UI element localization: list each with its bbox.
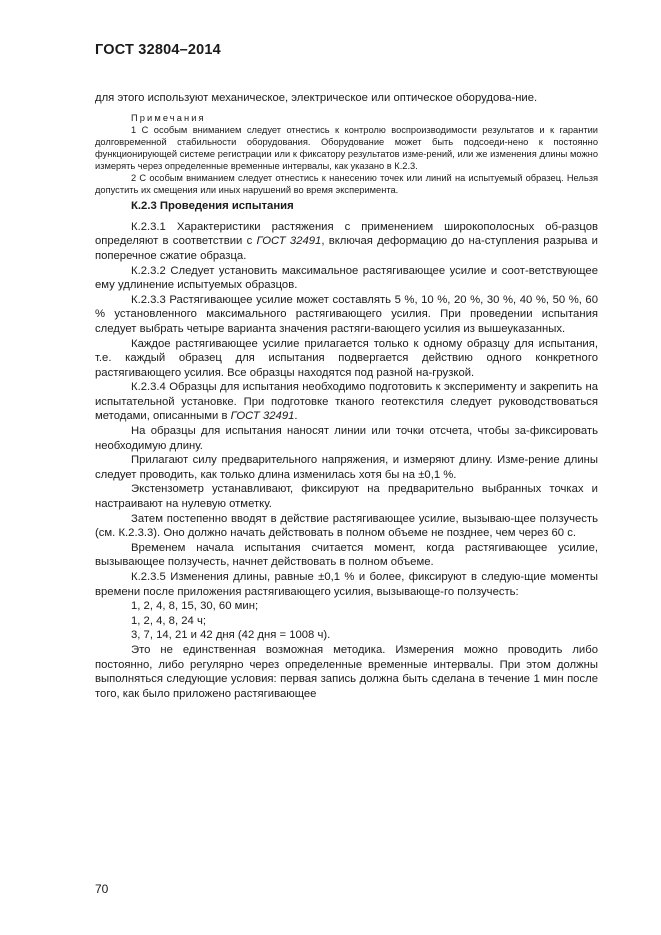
paragraph-load-per-sample: Каждое растягивающее усилие прилагается только к одному образцу для испытания, т.е. каждый образец для испытания подвергается действию одного конкретного растягивающего усилия. Все образцы находятся под разной на-грузкой.	[95, 337, 598, 379]
page-number: 70	[95, 882, 109, 896]
paragraph-test-start: Временем начала испытания считается момент, когда растягивающее усилие, вызывающее ползучесть, начнет действовать в полном объеме.	[95, 541, 598, 569]
list-item: 1, 2, 4, 8, 24 ч;	[131, 614, 206, 627]
paragraph-k2-3-4	[95, 380, 598, 424]
text-span: К.2.3.1 Характеристики растяжения с применением широкополосных об-разцов определяют в соответствии с	[95, 220, 598, 248]
intro-paragraph: для этого используют механическое, электрическое или оптическое оборудова-ние.	[95, 92, 538, 104]
paragraph-k2-3-1	[95, 220, 598, 264]
paragraph-reference-lines: На образцы для испытания наносят линии или точки отсчета, чтобы за-фиксировать необходимую длину.	[95, 425, 598, 452]
list-item: 3, 7, 14, 21 и 42 дня (42 дня = 1008 ч).	[131, 629, 331, 642]
notes-title: Примечания	[131, 112, 206, 123]
text-span: .	[294, 410, 298, 423]
section-heading: К.2.3 Проведения испытания	[131, 200, 294, 213]
note-item-1: 1 С особым вниманием следует отнестись к контролю воспроизводимости результатов и к гарантии долговременной стабильности оборудования. Оборудование может быть подсоеди-нено к постоянно функционирующей системе регистрации или к фиксатору результатов изме-рений, или же изменения длины можно измерять через определенные временные интервалы, как указано в К.2.3.	[95, 124, 598, 171]
notes-block	[95, 112, 598, 197]
paragraph-pretension: Прилагают силу предварительного напряжения, и измеряют длину. Изме-рение длины следует проводить, как только длина изменилась хотя бы на ±0,1 %.	[95, 454, 598, 481]
paragraph-k2-3-3: К.2.3.3 Растягивающее усилие может составлять 5 %, 10 %, 20 %, 30 %, 40 %, 50 %, 60 % установленного максимального растягивающего усилия. При проведении испытания следует выбрать четыре варианта значения растяги-вающего усилия из вышеуказанных.	[95, 293, 598, 335]
paragraph-extensometer: Экстензометр устанавливают, фиксируют на предварительно выбранных точках и настраивают на нулевую отметку.	[95, 483, 598, 511]
time-points-list	[95, 599, 598, 643]
page-header-standard-title: ГОСТ 32804–2014	[95, 42, 221, 58]
standard-reference: ГОСТ 32491	[256, 235, 322, 248]
page-body	[95, 91, 598, 701]
list-item: 1, 2, 4, 8, 15, 30, 60 мин;	[131, 600, 259, 613]
paragraph-k2-3-2: К.2.3.2 Следует установить максимальное растягивающее усилие и соот-ветствующее ему удлинение испытуемых образцов.	[95, 264, 598, 292]
paragraph-method-conditions: Это не единственная возможная методика. Измерения можно проводить либо постоянно, либо регулярно через определенные временные интервалы. При этом должны выполняться следующие условия: первая запись должна быть сделана в течение 1 мин после того, как было приложено растягивающее	[95, 643, 598, 700]
text-span: , включая деформацию до на-ступления разрыва и поперечное сжатие образца.	[95, 235, 598, 262]
standard-reference: ГОСТ 32491	[230, 410, 295, 423]
paragraph-load-application: Затем постепенно вводят в действие растягивающее усилие, вызываю-щее ползучесть (см. К.2.3.3). Оно должно начать действовать в полном объеме не позднее, чем через 60 с.	[95, 512, 598, 540]
paragraph-k2-3-5: К.2.3.5 Изменения длины, равные ±0,1 % и более, фиксируют в следую-щие моменты времени после приложения растягивающего усилия, вызывающе-го ползучесть:	[95, 571, 598, 598]
note-item-2: 2 С особым вниманием следует отнестись к нанесению точек или линий на испытуемый образец. Нельзя допустить их смещения или иных нарушений во время эксперимента.	[95, 172, 598, 196]
text-span: К.2.3.4 Образцы для испытания необходимо подготовить к эксперименту и закрепить на испытательной установке. При подготовке тканого геотекстиля следует руководствоваться методами, описанными в	[95, 381, 598, 423]
